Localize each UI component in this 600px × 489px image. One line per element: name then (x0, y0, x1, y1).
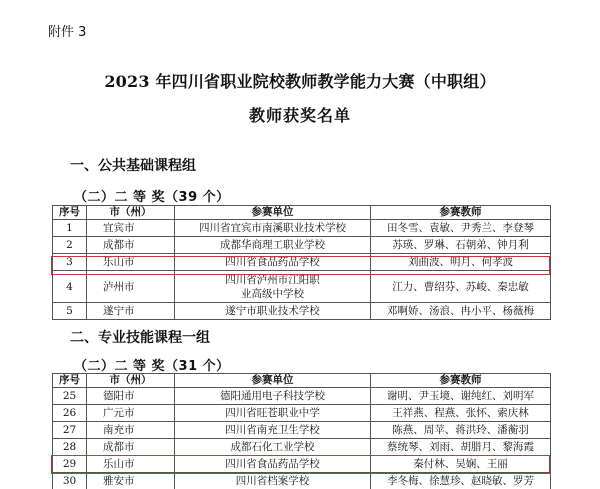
cell-no: 29 (53, 456, 87, 473)
cell-no: 28 (53, 439, 87, 456)
award-table-public-basic (52, 205, 551, 320)
cell-unit: 成都石化工业学校 (175, 439, 371, 456)
cell-unit: 四川省泸州市江阳职业高级中学校 (175, 271, 371, 303)
table-row (53, 473, 551, 489)
award-table-professional-skill (52, 373, 551, 489)
cell-no: 2 (53, 237, 87, 254)
cell-teachers: 蔡统琴、刘雨、胡腊月、黎海霞 (371, 439, 551, 456)
header-unit: 参赛单位 (175, 206, 371, 220)
table-row (53, 388, 551, 405)
cell-teachers: 王祥燕、程燕、张怀、索庆林 (371, 405, 551, 422)
cell-unit: 四川省档案学校 (175, 473, 371, 489)
attachment-label: 附件 3 (48, 25, 87, 40)
table-row (53, 405, 551, 422)
cell-city: 乐山市 (87, 456, 175, 473)
cell-city: 宜宾市 (87, 220, 175, 237)
cell-city: 南充市 (87, 422, 175, 439)
table-row (53, 220, 551, 237)
cell-unit: 四川省旺苍职业中学 (175, 405, 371, 422)
document-subtitle: 教师获奖名单 (248, 106, 351, 125)
cell-no: 4 (53, 271, 87, 303)
cell-unit: 成都华商理工职业学校 (175, 237, 371, 254)
cell-teachers: 谢明、尹玉境、谢纯红、刘明军 (371, 388, 551, 405)
cell-unit: 四川省南充卫生学校 (175, 422, 371, 439)
table-header-row (53, 206, 551, 220)
cell-city: 遂宁市 (87, 303, 175, 320)
cell-teachers: 苏瑛、罗琳、石朝弟、钟月利 (371, 237, 551, 254)
table-row (53, 439, 551, 456)
cell-unit: 四川省宜宾市南溪职业技术学校 (175, 220, 371, 237)
table-row-highlighted (53, 456, 551, 473)
cell-no: 5 (53, 303, 87, 320)
cell-no: 3 (53, 254, 87, 271)
cell-city: 成都市 (87, 439, 175, 456)
cell-unit: 遂宁市职业技术学校 (175, 303, 371, 320)
cell-teachers: 刘曲波、明月、何孝波 (371, 254, 551, 271)
header-city: 市（州） (87, 206, 175, 220)
table-header-row (53, 374, 551, 388)
header-city: 市（州） (87, 374, 175, 388)
table-row-highlighted (53, 254, 551, 271)
section-subheading-second-prize: （二）二 等 奖（31 个） (74, 359, 230, 374)
cell-teachers: 李冬梅、徐慧珍、赵晓敏、罗芳 (371, 473, 551, 489)
cell-teachers: 江力、曹绍芬、苏峻、秦忠敏 (371, 271, 551, 303)
cell-city: 德阳市 (87, 388, 175, 405)
header-unit: 参赛单位 (175, 374, 371, 388)
cell-unit: 四川省食品药品学校 (175, 456, 371, 473)
table-row (53, 303, 551, 320)
section-heading-professional-skill: 二、专业技能课程一组 (70, 330, 210, 346)
cell-city: 广元市 (87, 405, 175, 422)
section-subheading-second-prize: （二）二 等 奖（39 个） (74, 190, 230, 205)
table-row (53, 237, 551, 254)
header-teachers: 参赛教师 (371, 374, 551, 388)
header-no: 序号 (53, 374, 87, 388)
header-no: 序号 (53, 206, 87, 220)
cell-city: 雅安市 (87, 473, 175, 489)
cell-teachers: 秦付林、吴娴、王丽 (371, 456, 551, 473)
cell-no: 26 (53, 405, 87, 422)
cell-teachers: 邓啊娇、汤浪、冉小平、杨薇梅 (371, 303, 551, 320)
table-row (53, 422, 551, 439)
cell-teachers: 陈燕、周苹、蒋洪玲、潘蘅羽 (371, 422, 551, 439)
cell-teachers: 田冬雪、袁敏、尹秀兰、李登琴 (371, 220, 551, 237)
header-teachers: 参赛教师 (371, 206, 551, 220)
section-heading-public-basic: 一、公共基础课程组 (70, 158, 196, 174)
document-title: 2023 年四川省职业院校教师教学能力大赛（中职组） (104, 72, 496, 91)
cell-city: 成都市 (87, 237, 175, 254)
cell-no: 1 (53, 220, 87, 237)
cell-no: 25 (53, 388, 87, 405)
cell-city: 乐山市 (87, 254, 175, 271)
cell-no: 27 (53, 422, 87, 439)
cell-city: 泸州市 (87, 271, 175, 303)
cell-no: 30 (53, 473, 87, 489)
table-row (53, 271, 551, 303)
cell-unit: 四川省食品药品学校 (175, 254, 371, 271)
cell-unit: 德阳通用电子科技学校 (175, 388, 371, 405)
